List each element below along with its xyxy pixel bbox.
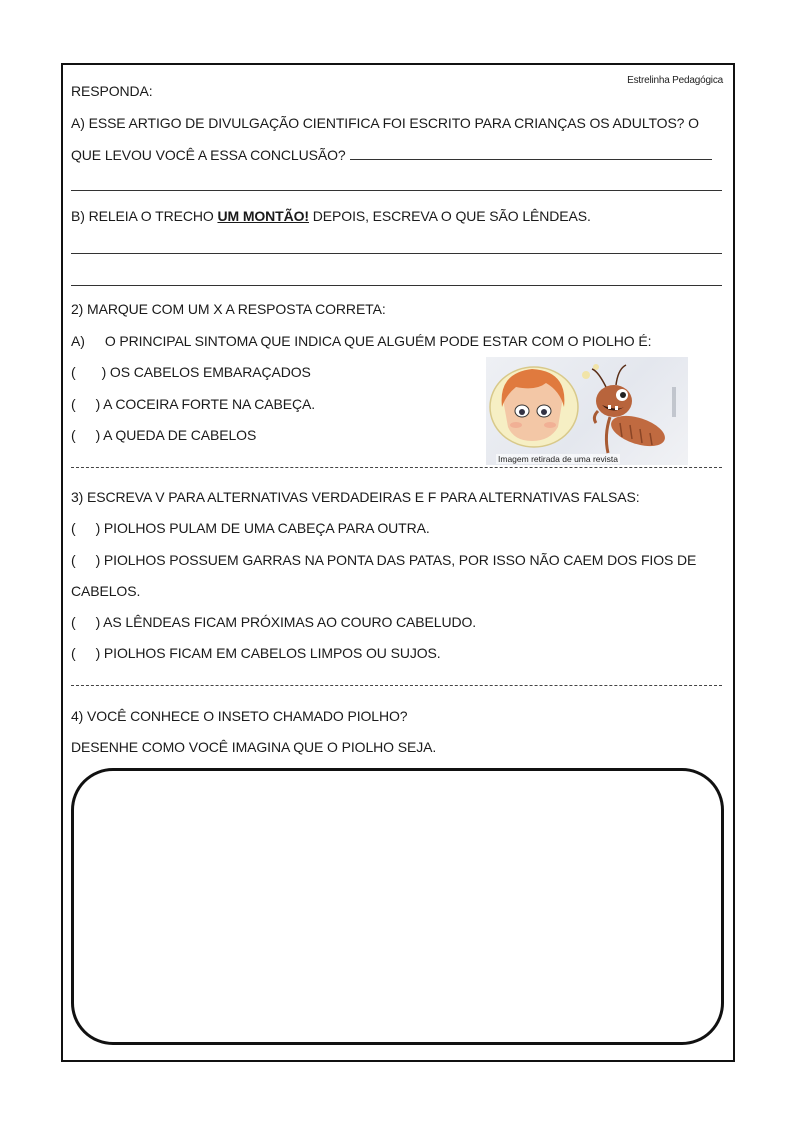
illustration-graphic [486, 357, 688, 465]
section-divider [71, 467, 722, 468]
answer-paren-open[interactable]: ( [71, 552, 76, 568]
q3-option-2-continuation: CABELOS. [71, 583, 141, 599]
question-2-title: 2) MARQUE COM UM X A RESPOSTA CORRETA: [71, 301, 386, 317]
answer-line-1b-2[interactable] [71, 285, 722, 286]
answer-paren-open[interactable]: ( [71, 614, 76, 630]
question-1a-line-1: A) ESSE ARTIGO DE DIVULGAÇÃO CIENTIFICA FOI ESCRITO PARA CRIANÇAS OS ADULTOS? O [71, 115, 699, 131]
answer-paren-close: ) [95, 614, 101, 630]
checkbox-close: ) [101, 364, 107, 380]
question-3-title: 3) ESCREVA V PARA ALTERNATIVAS VERDADEIRAS E F PARA ALTERNATIVAS FALSAS: [71, 489, 640, 505]
question-1b-prefix: B) RELEIA O TRECHO [71, 208, 214, 224]
section-title: RESPONDA: [71, 83, 153, 99]
q3-option-2[interactable] [71, 552, 696, 568]
q3-option-3[interactable] [71, 614, 476, 630]
answer-line-1b-1[interactable] [71, 253, 722, 254]
checkbox-close: ) [95, 396, 101, 412]
checkbox-open[interactable]: ( [71, 364, 76, 380]
q3-option-text: AS LÊNDEAS FICAM PRÓXIMAS AO COURO CABELUDO. [103, 614, 477, 630]
q3-option-1[interactable] [71, 520, 430, 536]
checkbox-close: ) [95, 427, 101, 443]
question-1b-emphasis: UM MONTÃO! [217, 208, 309, 224]
q3-option-text: PIOLHOS POSSUEM GARRAS NA PONTA DAS PATAS, POR ISSO NÃO CAEM DOS FIOS DE [103, 552, 697, 568]
lice-illustration [486, 357, 688, 465]
answer-paren-open[interactable]: ( [71, 520, 76, 536]
answer-paren-close: ) [95, 520, 101, 536]
q2-option-2[interactable] [71, 396, 315, 412]
question-2a-text: O PRINCIPAL SINTOMA QUE INDICA QUE ALGUÉM PODE ESTAR COM O PIOLHO É: [104, 333, 652, 349]
question-2a [71, 333, 651, 349]
q3-option-text: PIOLHOS FICAM EM CABELOS LIMPOS OU SUJOS. [103, 645, 441, 661]
worksheet-frame [61, 63, 735, 1062]
checkbox-open[interactable]: ( [71, 427, 76, 443]
q3-option-4[interactable] [71, 645, 441, 661]
question-1b-suffix: DEPOIS, ESCREVA O QUE SÃO LÊNDEAS. [312, 208, 591, 224]
q2-option-text: A COCEIRA FORTE NA CABEÇA. [103, 396, 316, 412]
image-caption: Imagem retirada de uma revista [498, 454, 618, 464]
q3-option-text: PIOLHOS PULAM DE UMA CABEÇA PARA OUTRA. [103, 520, 430, 536]
q2-option-3[interactable] [71, 427, 256, 443]
answer-blank-inline[interactable] [350, 147, 712, 160]
question-1a-line-2 [71, 147, 712, 163]
question-4-instruction: DESENHE COMO VOCÊ IMAGINA QUE O PIOLHO SEJA. [71, 739, 437, 755]
louse-icon [596, 385, 632, 417]
answer-line-1a[interactable] [71, 190, 722, 191]
q2-option-1[interactable] [71, 364, 311, 380]
checkbox-open[interactable]: ( [71, 396, 76, 412]
brand-label: Estrelinha Pedagógica [627, 75, 723, 86]
question-2a-label: A) [71, 333, 85, 349]
answer-paren-open[interactable]: ( [71, 645, 76, 661]
q2-option-text: OS CABELOS EMBARAÇADOS [109, 364, 311, 380]
q2-option-text: A QUEDA DE CABELOS [103, 427, 257, 443]
question-4-title: 4) VOCÊ CONHECE O INSETO CHAMADO PIOLHO? [71, 708, 408, 724]
drawing-area[interactable] [71, 768, 724, 1045]
question-1a-text: QUE LEVOU VOCÊ A ESSA CONCLUSÃO? [71, 147, 346, 163]
answer-paren-close: ) [95, 645, 101, 661]
answer-paren-close: ) [95, 552, 101, 568]
section-divider [71, 685, 722, 686]
question-1b [71, 208, 591, 224]
